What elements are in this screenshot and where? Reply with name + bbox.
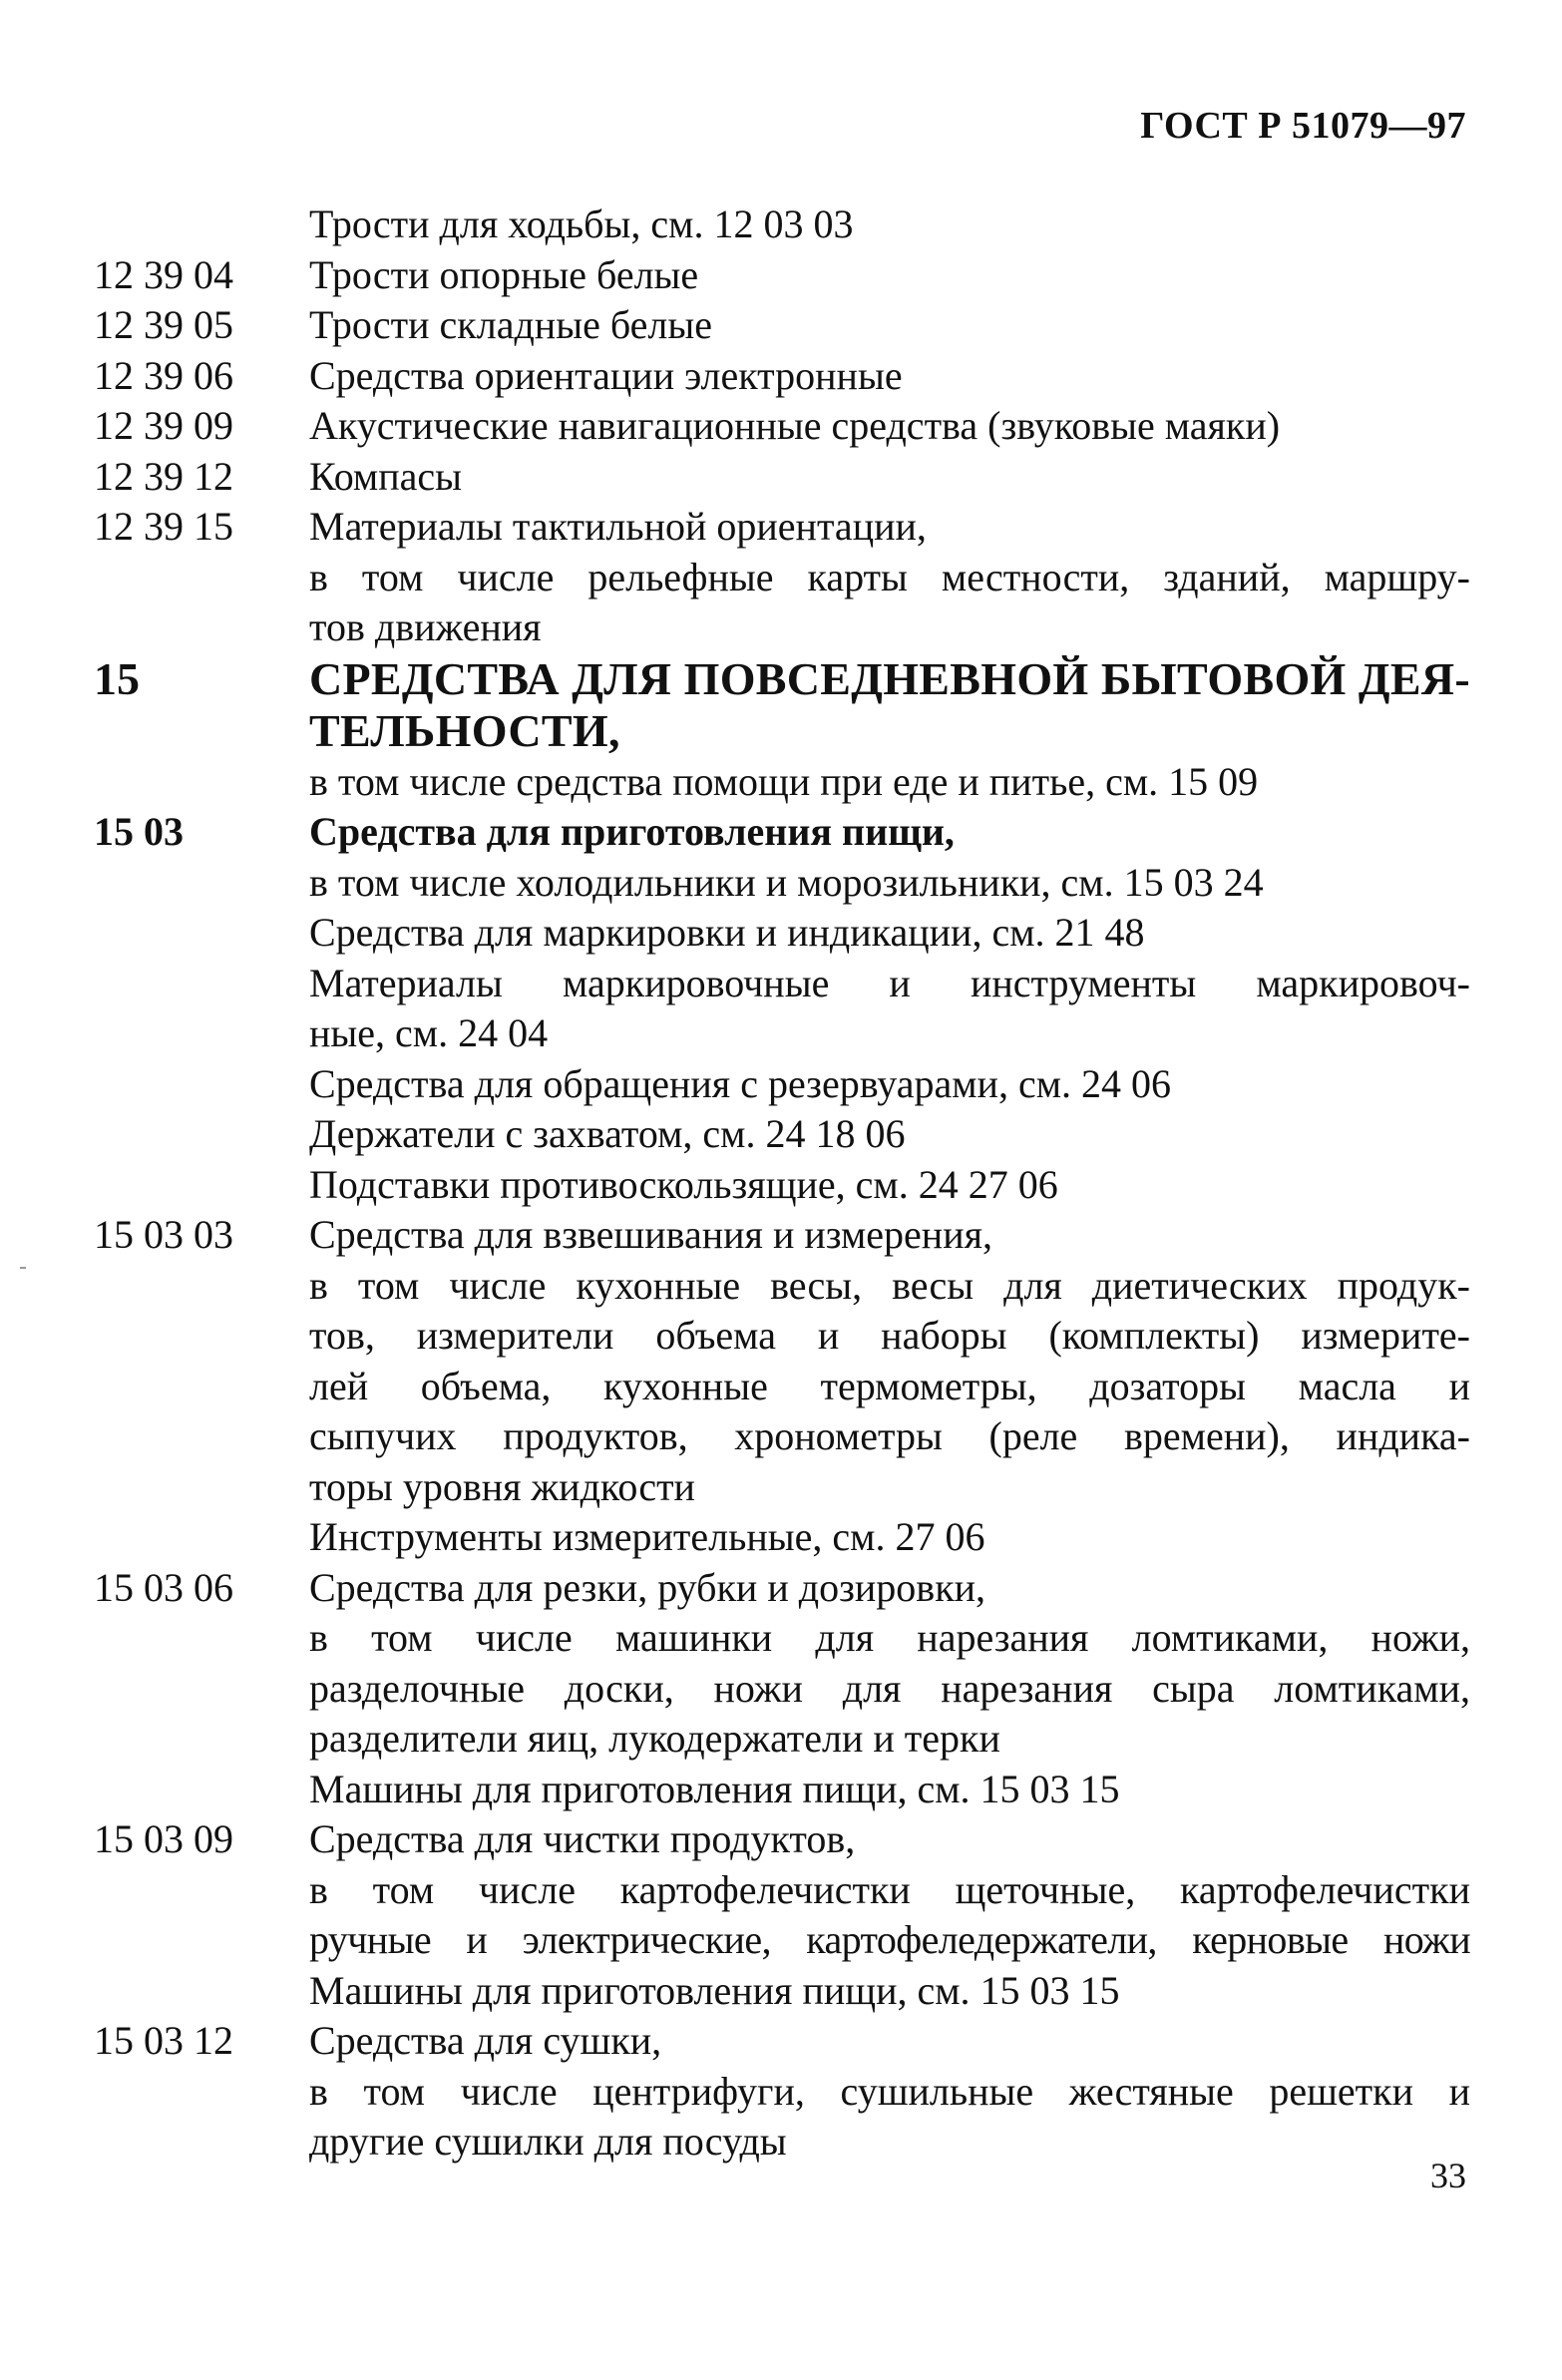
- subsection-title-line: Средства для приготовления пищи,: [309, 809, 955, 854]
- entry-line: Средства для обращения с резервуарами, см. 24 06: [309, 1060, 1172, 1106]
- entry-line: ручные и электрические, картофеледержатели, керновые ножи: [309, 1917, 1470, 1962]
- entry-code: 15 03 12: [94, 2018, 233, 2063]
- entry-line: в том числе машинки для нарезания ломтиками, ножи,: [309, 1615, 1470, 1660]
- entry-line: Держатели с захватом, см. 24 18 06: [309, 1111, 906, 1156]
- classification-entry: [94, 351, 1470, 402]
- entry-line: в том числе кухонные весы, весы для диетических продук-: [309, 1262, 1470, 1308]
- classification-entry: [94, 1814, 1470, 2016]
- section-title: [309, 653, 1470, 757]
- entry-line: Средства для взвешивания и измерения,: [309, 1212, 993, 1257]
- entry-line: в том числе холодильники и морозильники, см. 15 03 24: [309, 859, 1264, 905]
- entry-code: 15 03 03: [94, 1212, 233, 1257]
- entry-code: 12 39 09: [94, 403, 233, 448]
- entry-line: тов, измерители объема и наборы (комплекты) измерите-: [309, 1313, 1470, 1358]
- classification-entry: [94, 502, 1470, 653]
- entry-code: 15 03 06: [94, 1564, 233, 1610]
- classification-entry: [94, 401, 1470, 452]
- entry-line: торы уровня жидкости: [309, 1463, 695, 1509]
- entry-line: в том числе средства помощи при еде и питье, см. 15 09: [309, 758, 1259, 804]
- entry-line: разделочные доски, ножи для нарезания сыра ломтиками,: [309, 1665, 1470, 1711]
- entry-text: [309, 1210, 1470, 1563]
- entry-code: 12 39 15: [94, 504, 233, 549]
- section-code: 15: [94, 652, 140, 704]
- entry-line: Средства ориентации электронные: [309, 352, 903, 398]
- entry-text: [309, 401, 1470, 452]
- entry-line: Средства для резки, рубки и дозировки,: [309, 1564, 986, 1610]
- entry-line: Материалы маркировочные и инструменты маркировоч-: [309, 960, 1470, 1005]
- entry-line: Материалы тактильной ориентации,: [309, 504, 927, 549]
- entry-line: лей объема, кухонные термометры, дозаторы масла и: [309, 1363, 1470, 1408]
- entry-line: тов движения: [309, 604, 542, 649]
- entry-line: в том числе картофелечистки щеточные, картофелечистки: [309, 1866, 1470, 1912]
- entry-text: [309, 502, 1470, 653]
- classification-entry: [94, 1563, 1470, 1815]
- classification-entry: [94, 2016, 1470, 2168]
- subsection-title: [309, 807, 1470, 858]
- entry-text: [309, 250, 1470, 301]
- entry-line: ные, см. 24 04: [309, 1010, 549, 1055]
- entry-text: [309, 300, 1470, 351]
- entry-line: Компасы: [309, 453, 463, 499]
- entry-line: Трости складные белые: [309, 302, 713, 347]
- classification-entry: [94, 300, 1470, 351]
- entry-line: в том числе рельефные карты местности, зданий, маршру-: [309, 554, 1470, 599]
- margin-mark: [20, 1267, 26, 1269]
- entry-line: Средства для сушки,: [309, 2018, 662, 2063]
- entry-code: 15 03 09: [94, 1816, 233, 1861]
- entry-text: [309, 351, 1470, 402]
- entry-line: Акустические навигационные средства (звуковые маяки): [309, 403, 1281, 448]
- entry-line: сыпучих продуктов, хронометры (реле времени), индика-: [309, 1413, 1470, 1458]
- subsection-heading: [94, 807, 1470, 858]
- entry-code: 12 39 06: [94, 352, 233, 398]
- entry-text: [309, 1563, 1470, 1815]
- entry-code: 12 39 05: [94, 302, 233, 347]
- entry-code: 12 39 12: [94, 453, 233, 499]
- entry-line: Машины для приготовления пищи, см. 15 03 15: [309, 1766, 1120, 1811]
- classification-entry: [94, 1210, 1470, 1563]
- classification-entry: [94, 250, 1470, 301]
- entry-line: Подставки противоскользящие, см. 24 27 06: [309, 1161, 1058, 1207]
- section-title-line: СРЕДСТВА ДЛЯ ПОВСЕДНЕВНОЙ БЫТОВОЙ ДЕЯ-: [309, 652, 1470, 704]
- entry-text: [309, 199, 1470, 250]
- entry-line: Средства для чистки продуктов,: [309, 1816, 856, 1861]
- entry-line: Инструменты измерительные, см. 27 06: [309, 1514, 985, 1559]
- classification-entry: [94, 452, 1470, 503]
- entry-text: [309, 757, 1470, 808]
- entry-text: [309, 2016, 1470, 2168]
- entry-line: в том числе центрифуги, сушильные жестяные решетки и: [309, 2068, 1470, 2114]
- classification-entry: [94, 199, 1470, 250]
- standard-header: ГОСТ Р 51079—97: [1140, 105, 1466, 147]
- classification-entry: [94, 757, 1470, 808]
- entry-text: [309, 1814, 1470, 2016]
- entry-text: [309, 858, 1470, 1211]
- entry-line: Трости опорные белые: [309, 251, 699, 297]
- section-title-line: ТЕЛЬНОСТИ,: [309, 704, 620, 756]
- entry-line: Средства для маркировки и индикации, см. 21 48: [309, 910, 1145, 955]
- entry-line: другие сушилки для посуды: [309, 2119, 787, 2164]
- entry-line: Трости для ходьбы, см. 12 03 03: [309, 201, 854, 246]
- subsection-code: 15 03: [94, 809, 184, 854]
- classification-entry: [94, 858, 1470, 1211]
- entry-code: 12 39 04: [94, 251, 233, 297]
- entry-text: [309, 452, 1470, 503]
- page-number: 33: [1430, 2156, 1466, 2195]
- section-heading: [94, 653, 1470, 757]
- entry-line: разделители яиц, лукодержатели и терки: [309, 1716, 1000, 1761]
- entry-line: Машины для приготовления пищи, см. 15 03 15: [309, 1967, 1120, 2013]
- classification-list: [94, 199, 1470, 2168]
